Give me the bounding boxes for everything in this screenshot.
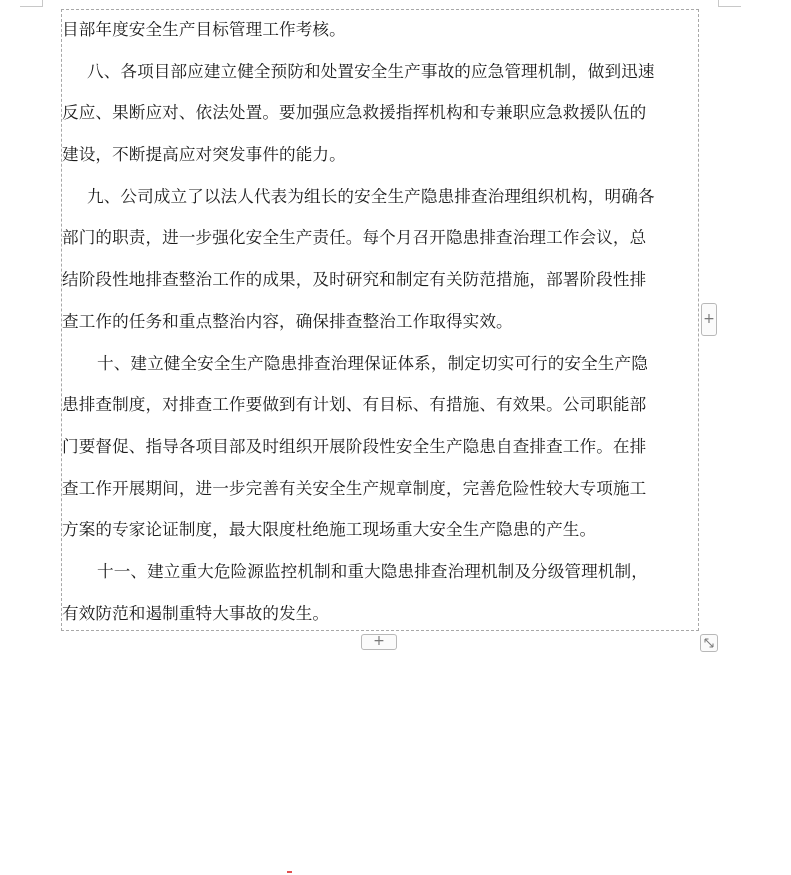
text-line: 查工作开展期间，进一步完善有关安全生产规章制度，完善危险性较大专项施工 xyxy=(62,478,647,498)
text-line: 部门的职责，进一步强化安全生产责任。每个月召开隐患排查治理工作会议，总 xyxy=(62,228,647,248)
text-line: 十、建立健全安全生产隐患排查治理保证体系，制定切实可行的安全生产隐 xyxy=(97,353,648,373)
add-column-button[interactable]: + xyxy=(361,634,397,650)
text-line: 结阶段性地排查整治工作的成果，及时研究和制定有关防范措施，部署阶段性排 xyxy=(62,270,647,290)
text-line: 目部年度安全生产目标管理工作考核。 xyxy=(62,20,346,39)
page-corner-mark-left xyxy=(20,0,43,7)
text-line: 九、公司成立了以法人代表为组长的安全生产隐患排查治理组织机构，明确各 xyxy=(87,186,655,206)
text-line: 八、各项目部应建立健全预防和处置安全生产事故的应急管理机制，做到迅速 xyxy=(87,61,655,81)
add-row-button[interactable]: + xyxy=(701,303,717,336)
document-body[interactable] xyxy=(62,9,702,634)
text-line: 查工作的任务和重点整治内容，确保排查整治工作取得实效。 xyxy=(62,311,513,331)
text-line: 门要督促、指导各项目部及时组织开展阶段性安全生产隐患自查排查工作。在排 xyxy=(62,436,647,456)
text-line: 方案的专家论证制度，最大限度杜绝施工现场重大安全生产隐患的产生。 xyxy=(62,520,597,540)
page-corner-mark-right xyxy=(718,0,741,7)
text-line: 建设，不断提高应对突发事件的能力。 xyxy=(62,145,346,165)
red-marker xyxy=(287,871,292,873)
text-line: 有效防范和遏制重特大事故的发生。 xyxy=(62,603,330,623)
resize-diagonal-icon[interactable] xyxy=(700,634,718,652)
text-line: 患排查制度，对排查工作要做到有计划、有目标、有措施、有效果。公司职能部 xyxy=(62,395,647,415)
text-line: 十一、建立重大危险源监控机制和重大隐患排查治理机制及分级管理机制， xyxy=(97,561,648,581)
text-line: 反应、果断应对、依法处置。要加强应急救援指挥机构和专兼职应急救援队伍的 xyxy=(62,103,647,123)
